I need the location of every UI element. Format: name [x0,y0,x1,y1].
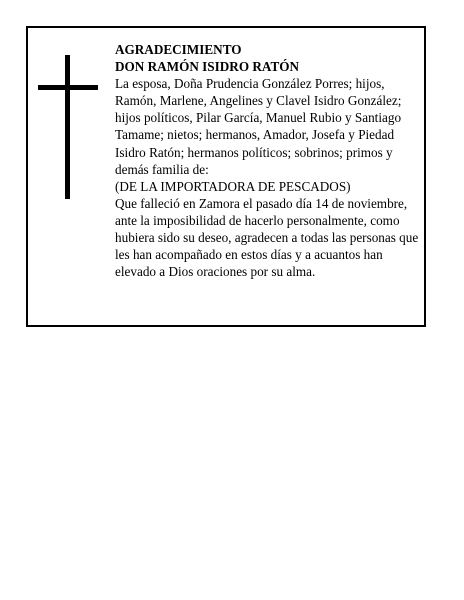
cross-horizontal-bar [38,85,98,90]
notice-title: AGRADECIMIENTO [115,42,242,57]
family-paragraph: La esposa, Doña Prudencia González Porres; hijos, Ramón, Marlene, Angelines y Clavel Isidro González; hijos políticos, Pilar García, Manuel Rubio y Santiago Tamame; nietos; hermanos, Amador, Josefa y Piedad Isidro Ratón; hermanos políticos; sobrinos; primos y demás familia de: [115,76,402,177]
cross-icon [38,55,98,199]
notice-text [115,41,423,280]
organization-line: (DE LA IMPORTADORA DE PESCADOS) [115,178,351,194]
obituary-notice [26,26,426,327]
cross-vertical-bar [65,55,70,199]
deceased-name: DON RAMÓN ISIDRO RATÓN [115,59,300,75]
thanks-paragraph: Que falleció en Zamora el pasado día 14 de noviembre, ante la imposibilidad de hacerlo personalmente, como hubiera sido su deseo, agradecen a todas las personas que les han acompañado en estos días y a acuantos han elevado a Dios oraciones por su alma. [115,195,419,280]
